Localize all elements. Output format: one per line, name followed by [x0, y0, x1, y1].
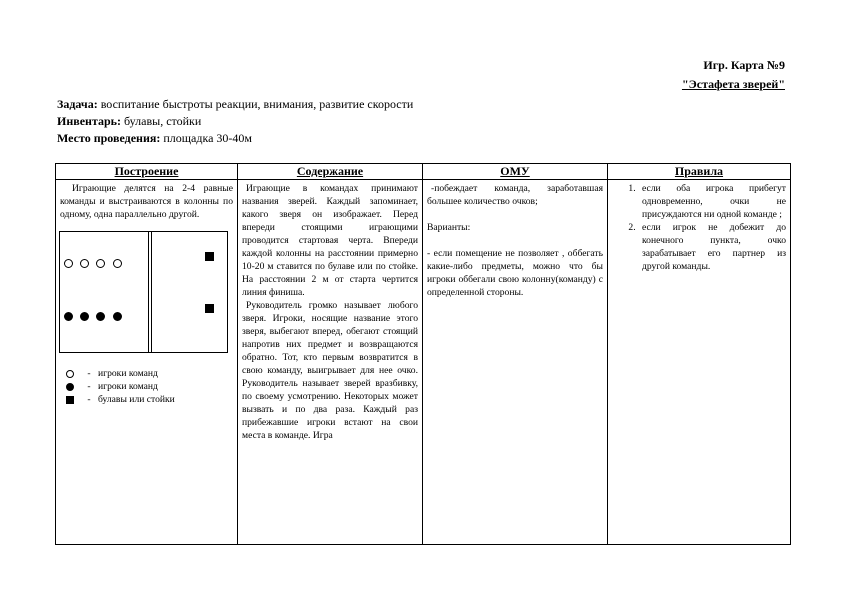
legend-item: - булавы или стойки — [60, 393, 233, 406]
column-header-construction: Построение — [56, 164, 238, 180]
column-header-content: Содержание — [238, 164, 423, 180]
open-circle-icon — [113, 259, 122, 268]
filled-circle-icon — [80, 312, 89, 321]
filled-circle-icon — [113, 312, 122, 321]
omu-text-1: -побеждает команда, заработавшая большее количество очков; — [427, 183, 603, 207]
finish-line — [151, 232, 152, 352]
open-circle-icon — [64, 259, 73, 268]
legend — [60, 367, 233, 406]
legend-item: - игроки команд — [60, 367, 233, 380]
meta-place — [57, 131, 252, 146]
column-header-omu: ОМУ — [423, 164, 608, 180]
square-icon — [205, 252, 214, 261]
rule-item: 1. если оба игрока прибегут одновременно, очки не присуждаются ни одной команде ; — [638, 182, 786, 221]
table-header-row — [56, 164, 791, 180]
place-value: площадка 30-40м — [160, 131, 253, 145]
open-circle-icon — [80, 259, 89, 268]
content-cell — [238, 180, 423, 545]
meta-task — [57, 97, 413, 112]
omu-text-3: - если помещение не позволяет , оббегать какие-либо предметы, можно что бы игроки оббегали свою колонну(команду) с определенной стороны. — [427, 248, 603, 298]
filled-circle-icon — [60, 383, 80, 391]
rules-cell — [608, 180, 791, 545]
square-icon — [60, 396, 80, 404]
legend-label: игроки команд — [98, 380, 158, 392]
legend-label: игроки команд — [98, 367, 158, 379]
place-label: Место проведения: — [57, 131, 161, 145]
table-row — [56, 180, 791, 545]
task-label: Задача: — [57, 97, 98, 111]
square-icon — [205, 304, 214, 313]
equipment-value: булавы, стойки — [121, 114, 202, 128]
equipment-label: Инвентарь: — [57, 114, 122, 128]
card-title: "Эстафета зверей" — [681, 77, 785, 91]
column-header-rules: Правила — [608, 164, 791, 180]
legend-item: - игроки команд — [60, 380, 233, 393]
omu-cell — [423, 180, 608, 545]
card-number: Игр. Карта №9 — [703, 58, 785, 72]
legend-label: булавы или стойки — [98, 393, 175, 405]
open-circle-icon — [96, 259, 105, 268]
filled-circle-icon — [96, 312, 105, 321]
rules-list — [612, 182, 786, 273]
open-circle-icon — [60, 370, 80, 378]
start-line — [148, 232, 149, 352]
game-card-table — [55, 163, 791, 545]
filled-circle-icon — [64, 312, 73, 321]
task-value: воспитание быстроты реакции, внимания, развитие скорости — [97, 97, 414, 111]
omu-text-2: Варианты: — [427, 222, 471, 233]
content-text-2: Руководитель громко называет любого зверя. Игроки, носящие название этого зверя, выбегают вперед, обегают стоящий напротив них предмет и возвращаются обратно. Тот, кто первым возвратится в свою команду, выигрывает для нее очко. Руководитель называет зверей вразбивку, по своему усмотрению. Некоторых может вызвать и по два раза. Каждый раз прибежавшие игроки встают на свои места в команде. Игра — [242, 300, 418, 441]
construction-text: Играющие делятся на 2-4 равные команды и выстраиваются в колонны по одному, одна параллельно другой. — [60, 183, 233, 220]
construction-cell — [56, 180, 238, 545]
content-text: Играющие в командах принимают названия зверей. Каждый запоминает, какого зверя он изображает. Перед впереди стоящими играющими проводится стартовая черта. Впереди каждой колонны на расстоянии примерно 10-20 м ставится по булаве или по стойке. На расстоянии 2 м от старта чертится линия финиша. — [242, 183, 418, 298]
field-diagram — [59, 231, 228, 353]
rule-item: 2. если игрок не добежит до конечного пункта, очко зарабатывает его партнер из другой команды. — [638, 221, 786, 273]
meta-equipment — [57, 114, 201, 129]
